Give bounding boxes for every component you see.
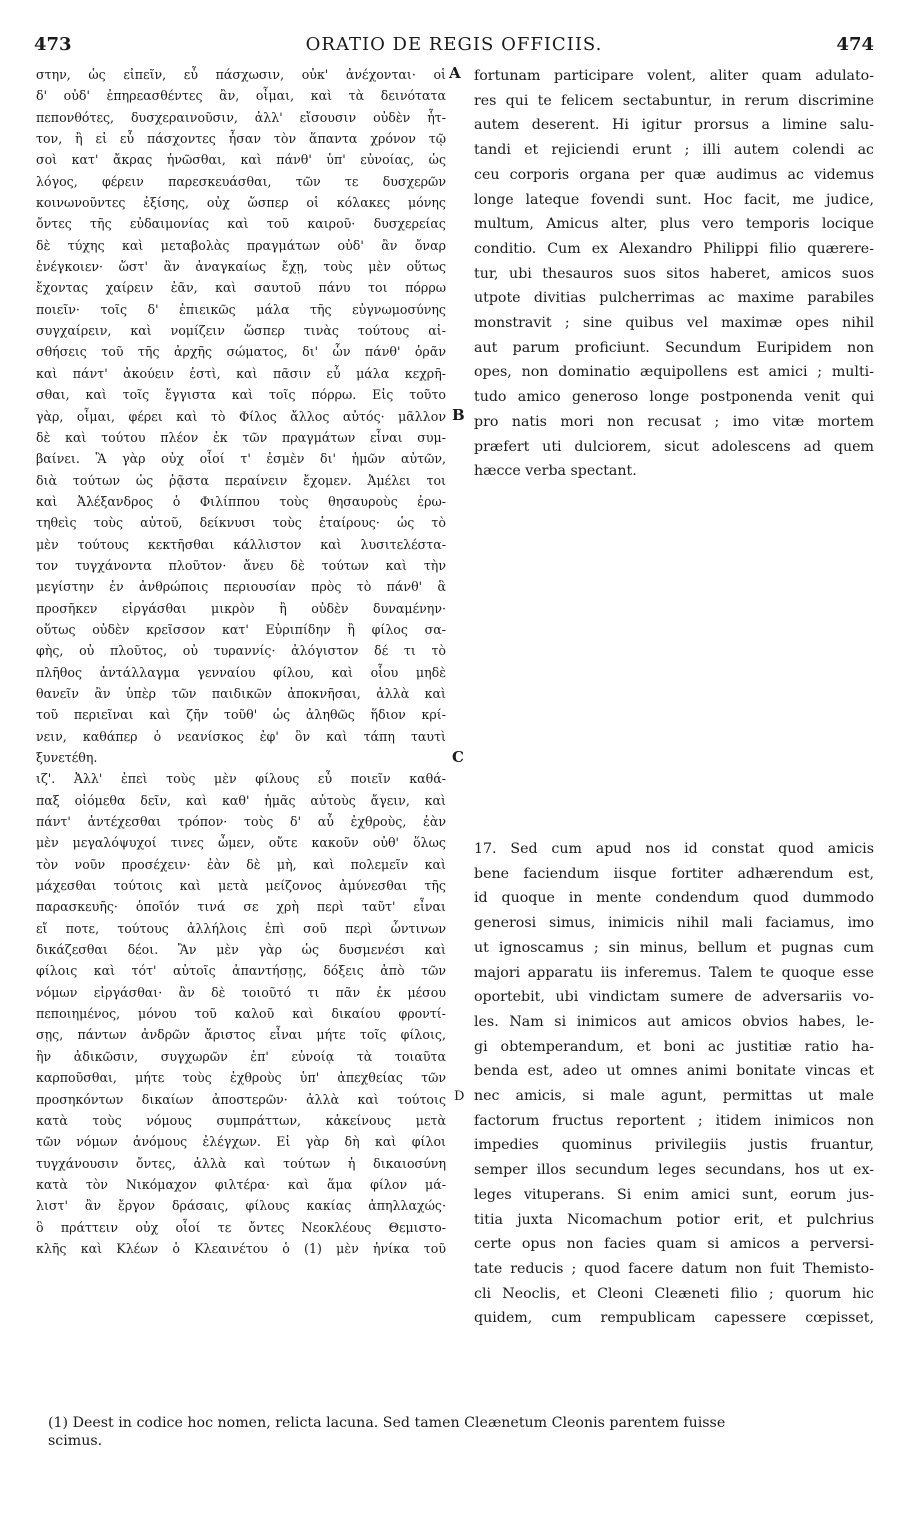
text-line: factorum fructus reportent ; itidem inimicos non (474, 1112, 874, 1129)
text-line: ξυνετέθη. (36, 750, 98, 765)
text-line: ιζ'. Ἀλλ' ἐπεὶ τοὺς μὲν φίλους εὖ ποιεῖν καθά- (36, 771, 446, 787)
text-line: semper illos secundum leges secundans, hos ut ex- (474, 1162, 874, 1179)
text-line: σῃς, πάντων ἀνδρῶν ἄριστος εἶναι μήτε τοῖς φίλοις, (36, 1027, 446, 1043)
text-line: multum, Amicus alter, plus vero temporis locique (474, 216, 874, 233)
text-line: πάντ' ἀντέχεσθαι τρόπον· τοὺς δ' αὖ ἐχθροὺς, ἐὰν (36, 814, 446, 830)
text-line: ceu corporis organa per quæ audimus ac videmus (474, 166, 874, 183)
text-line: τὸν νοῦν προσέχειν· ἐὰν δὲ μὴ, καὶ πολεμεῖν καὶ (36, 856, 446, 872)
text-line: leges vituperans. Si enim amici sunt, eorum jus- (474, 1186, 874, 1203)
text-line: δ' οὐδ' ἐπηρεασθέντες ἂν, οἶμαι, καὶ τὰ δεινότατα (36, 88, 446, 104)
text-line: generosi simus, inimicis nihil mali faciamus, imo (474, 915, 874, 932)
margin-letter-a: A (449, 64, 461, 82)
text-line: longe lateque fovendi sunt. Hoc facit, me judice, (474, 191, 874, 208)
text-line: κλῆς καὶ Κλέων ὁ Κλεαινέτου ὁ (1) μὲν ἡνίκα τοῦ (36, 1240, 446, 1256)
text-line: benda est, adeo ut omnes animi bonitate vincas et (474, 1063, 874, 1080)
text-line: καρποῦσθαι, μήτε τοὺς ἐχθροὺς ὑπ' ἀπεχθείας τῶν (36, 1070, 446, 1086)
text-line: συγχαίρειν, καὶ νομίζειν ὥσπερ τινὰς τούτους αἰ- (36, 323, 446, 339)
text-line: παξ οἰόμεθα δεῖν, καὶ καθ' ἡμᾶς αὐτοὺς ἄγειν, καὶ (36, 792, 446, 808)
text-line: fortunam participare volent, aliter quam adulato- (474, 68, 874, 84)
text-line: γὰρ, οἶμαι, φέρει καὶ τὸ Φίλος ἄλλος αὐτός· μᾶλλον (36, 408, 446, 424)
text-line: δὲ τύχης καὶ μεταβολὰς πραγμάτων οὐδ' ἂν ὄναρ (36, 237, 446, 253)
text-line: tur, ubi thesauros suos sitos haberet, amicos suos (474, 265, 874, 282)
text-line: τον τυγχάνοντα πλοῦτον· ἄνευ δὲ τούτων καὶ τὴν (36, 557, 446, 573)
text-line: τηθεὶς τοὺς αὐτοῦ, δείκνυσι τοὺς ἑταίρους· ὡς τὸ (36, 515, 446, 531)
text-line: νειν, καθάπερ ὁ νεανίσκος ἐφ' ὃν καὶ τάπη ταυτὶ (36, 728, 446, 744)
footnote-line: (1) Deest in codice hoc nomen, relicta lacuna. Sed tamen Cleænetum Cleonis parentem fuisse (48, 1415, 726, 1431)
text-line: πεπονθότες, δυσχεραινοῦσιν, ἀλλ' εἴσουσιν οὐδὲν ἧτ- (36, 109, 446, 125)
text-line: præfert uti dulciorem, sicut adolescens ad quem (474, 438, 874, 455)
text-line: μὲν μεγαλόψυχοί τινες ὦμεν, οὔτε κακοῦν οὐθ' ὅλως (36, 835, 446, 851)
text-line: πεποιημένος, μόνου τοῦ καλοῦ καὶ δικαίου φροντί- (36, 1006, 446, 1022)
text-line: νόμων εἰργάσθαι· ἂν δὲ τοιοῦτό τι πᾶν ἐκ μέσου (36, 984, 446, 1000)
text-line: ut ignoscamus ; sin minus, bellum et pugnas cum (474, 939, 874, 956)
text-line: quidem, cum rempublicam capessere cœpisset, (474, 1310, 874, 1327)
text-line: cli Neoclis, et Cleoni Cleæneti filio ; quorum hic (474, 1285, 874, 1302)
text-line: tate reducis ; quod facere datum non fuit Themisto- (474, 1260, 874, 1277)
text-line: μάχεσθαι τούτοις καὶ μετὰ μείζονος ἀμύνεσθαι τῆς (36, 878, 446, 894)
text-line: σοὶ κατ' ἄκρας ἡνῶσθαι, καὶ πάνθ' ὑπ' εὐνοίας, ὡς (36, 152, 446, 168)
text-line: λόγος, φέρειν παρεσκευάσθαι, τῶν τε δυσχερῶν (36, 173, 446, 189)
text-line: φὴς, οὐ πλοῦτος, οὐ τυραννίς· ἀλόγιστον δέ τι τὸ (36, 643, 446, 659)
text-line: διὰ τούτων ὡς ῥᾷστα περαίνειν ἔχομεν. Ἀμέλει τοι (36, 472, 446, 488)
text-line: gi obtemperandum, et boni ac justitiæ ratio ha- (474, 1038, 874, 1055)
text-line: σθήσεις τοῦ τῆς ἀρχῆς σώματος, δι' ὧν πάνθ' ὁρᾶν (36, 344, 446, 360)
text-line: res qui te felicem sectabuntur, in rerum discrimine (474, 92, 874, 109)
text-line: τοῦ περιεῖναι καὶ ζῆν τοῦθ' ὡς ἀληθῶς ἥδιον κρί- (36, 707, 446, 723)
text-line: προσῆκεν εἰργάσθαι μικρὸν ἢ οὐδὲν δυναμένην· (36, 600, 446, 616)
text-line: κατὰ τὸν Νικόμαχον φιλτέρα· καὶ ἅμα φίλον μά- (36, 1176, 446, 1192)
page-number-left: 473 (34, 34, 72, 55)
text-line: 17. Sed cum apud nos id constat quod amicis (474, 841, 874, 857)
text-line: ὄντες τῆς εὐδαιμονίας καὶ τοῦ καιροῦ· δυσχερείας (36, 216, 446, 232)
text-line: monstravit ; sine quibus vel maximæ opes nihil (474, 315, 874, 332)
text-line: nec amicis, si male agunt, permittas ut male (474, 1088, 874, 1105)
margin-letter-c: C (452, 748, 464, 766)
text-line: tudo amico generoso longe postponenda venit qui (474, 389, 874, 406)
text-line: conditio. Cum ex Alexandro Philippi filio quærere- (474, 240, 874, 257)
running-title: ORATIO DE REGIS OFFICIIS. (305, 34, 603, 55)
text-line: aut parum proficiunt. Secundum Euripidem non (474, 339, 874, 356)
text-line: ποιεῖν· τοῖς δ' ἐπιεικῶς μάλα τῆς εὐγνωμοσύνης (36, 301, 446, 317)
text-line: opes, non dominatio æquipollens est amici ; multi- (474, 364, 874, 381)
page-header (34, 34, 874, 58)
text-line: βαίνει. Ἃ γὰρ οὐχ οἷοί τ' ἐσμὲν δι' ἡμῶν αὐτῶν, (36, 451, 446, 467)
text-line: ἢν ἀδικῶσιν, συγχωρῶν ἐπ' εὐνοίᾳ τὰ τοιαῦτα (36, 1048, 446, 1064)
text-line: majori apparatu iis inferemus. Talem te quoque esse (474, 964, 874, 981)
latin-text-column-bottom (474, 837, 874, 1331)
text-line: οὕτως οὐδὲν κρεῖσσον κατ' Εὐριπίδην ἢ φίλος σα- (36, 621, 446, 637)
margin-letter-d: D (454, 1089, 465, 1104)
text-line: σθαι, καὶ τοῖς ἔγγιστα καὶ τοῖς πόρρω. Εἰς τοῦτο (36, 387, 446, 403)
text-line: id quoque in mente condendum quod dummodo (474, 890, 874, 907)
text-line: les. Nam si inimicos aut amicos obvios habes, le- (474, 1013, 874, 1030)
text-line: κοινωνοῦντες ἐξίσης, οὐχ ὥσπερ οἱ κόλακες μόνης (36, 195, 446, 211)
text-line: hæcce verba spectant. (474, 463, 637, 480)
text-line: καὶ Ἀλέξανδρος ὁ Φιλίππου τοὺς θησαυροὺς ἐρω- (36, 493, 446, 509)
latin-text-column-top (474, 64, 874, 484)
text-line: καὶ πάντ' ἀκούειν ἐστὶ, καὶ πᾶσιν εὖ μάλα κεχρῆ- (36, 365, 446, 381)
text-line: παρασκευῆς· ὁποῖόν τινά σε χρὴ περὶ ταῦτ' εἶναι (36, 899, 446, 915)
text-line: μεγίστην ἐν ἀνθρώποις περιουσίαν πρὸς τὸ πάνθ' ἃ (36, 579, 446, 595)
text-line: tandi et rejiciendi erunt ; illi autem colendi ac (474, 142, 874, 159)
text-line: κατὰ τοὺς νόμους συμπράττων, κἀκείνους μετὰ (36, 1112, 446, 1128)
text-line: δικάζεσθαι δέοι. Ἂν μὲν γὰρ ὡς δυσμενέσι καὶ (36, 942, 446, 958)
page-number-right: 474 (836, 34, 874, 55)
text-line: utpote divitias pulcherrimas ac maxime parabiles (474, 290, 874, 307)
text-line: titia juxta Nicomachum potior erit, et pulchrius (474, 1211, 874, 1228)
text-line: δὲ καὶ τούτου πλέον ἐκ τῶν πραγμάτων εἶναι συμ- (36, 429, 446, 445)
text-line: προσηκόντων δικαίων ἀποστερῶν· ἀλλὰ καὶ τούτοις (36, 1091, 446, 1107)
text-line: autem deserent. Hi igitur prorsus a limine salu- (474, 117, 874, 134)
text-line: ἐνέγκοιεν· ὥστ' ἂν ἀναγκαίως ἔχῃ, τοὺς μὲν οὕτως (36, 259, 446, 275)
text-line: φίλοις καὶ τότ' αὐτοῖς ἀπαντήσῃς, δόξεις ἀπὸ τῶν (36, 963, 446, 979)
text-line: πλῆθος ἀντάλλαγμα γενναίου φίλου, καὶ οἷου μηδὲ (36, 664, 446, 680)
text-line: τῶν νόμων ἀνόμους ἐλέγχων. Εἰ γὰρ δὴ καὶ φίλοι (36, 1134, 446, 1150)
footnote-line: scimus. (48, 1433, 103, 1449)
text-line: pro natis mori non recusat ; imo vitæ mortem (474, 413, 874, 430)
text-line: εἴ ποτε, τούτους ἀλλήλοις ἐπὶ σοῦ περὶ ὧντινων (36, 920, 446, 936)
text-line: ὃ πράττειν οὐχ οἷοί τε ὄντες Νεοκλέους Θεμιστο- (36, 1219, 446, 1235)
text-line: τον, ἢ εἰ εὖ πάσχοντες ἦσαν τὸν ἅπαντα χρόνον τῷ (36, 131, 446, 147)
text-line: oportebit, ubi vindictam sumere de adversariis vo- (474, 989, 874, 1006)
text-line: impedies quominus privilegiis justis fruantur, (474, 1137, 874, 1154)
margin-letter-b: B (452, 406, 465, 424)
text-line: certe opus non facies quam si amicos a perversi- (474, 1236, 874, 1253)
greek-text-column (36, 64, 446, 1259)
text-line: μὲν τούτους κεκτῆσθαι κάλλιστον καὶ λυσιτελέστα- (36, 536, 446, 552)
text-line: στην, ὡς εἰπεῖν, εὖ πάσχωσιν, οὐκ' ἀνέχονται· οἱ (36, 67, 446, 82)
text-line: ἔχοντας χαίρειν ἐᾶν, καὶ σαυτοῦ πάνυ τοι πόρρω (36, 280, 446, 296)
text-line: τυγχάνουσιν ὄντες, ἀλλὰ καὶ τούτων ἡ δικαιοσύνη (36, 1155, 446, 1171)
text-line: θανεῖν ἂν ὑπὲρ τῶν παιδικῶν ἀποκνῆσαι, ἀλλὰ καὶ (36, 685, 446, 701)
footnote (48, 1414, 878, 1450)
text-line: λιστ' ἂν ἔργον δράσαις, φίλους κακίας ἀπηλλαχώς· (36, 1198, 446, 1214)
text-line: bene faciendum iisque fortiter adhærendum est, (474, 865, 874, 882)
